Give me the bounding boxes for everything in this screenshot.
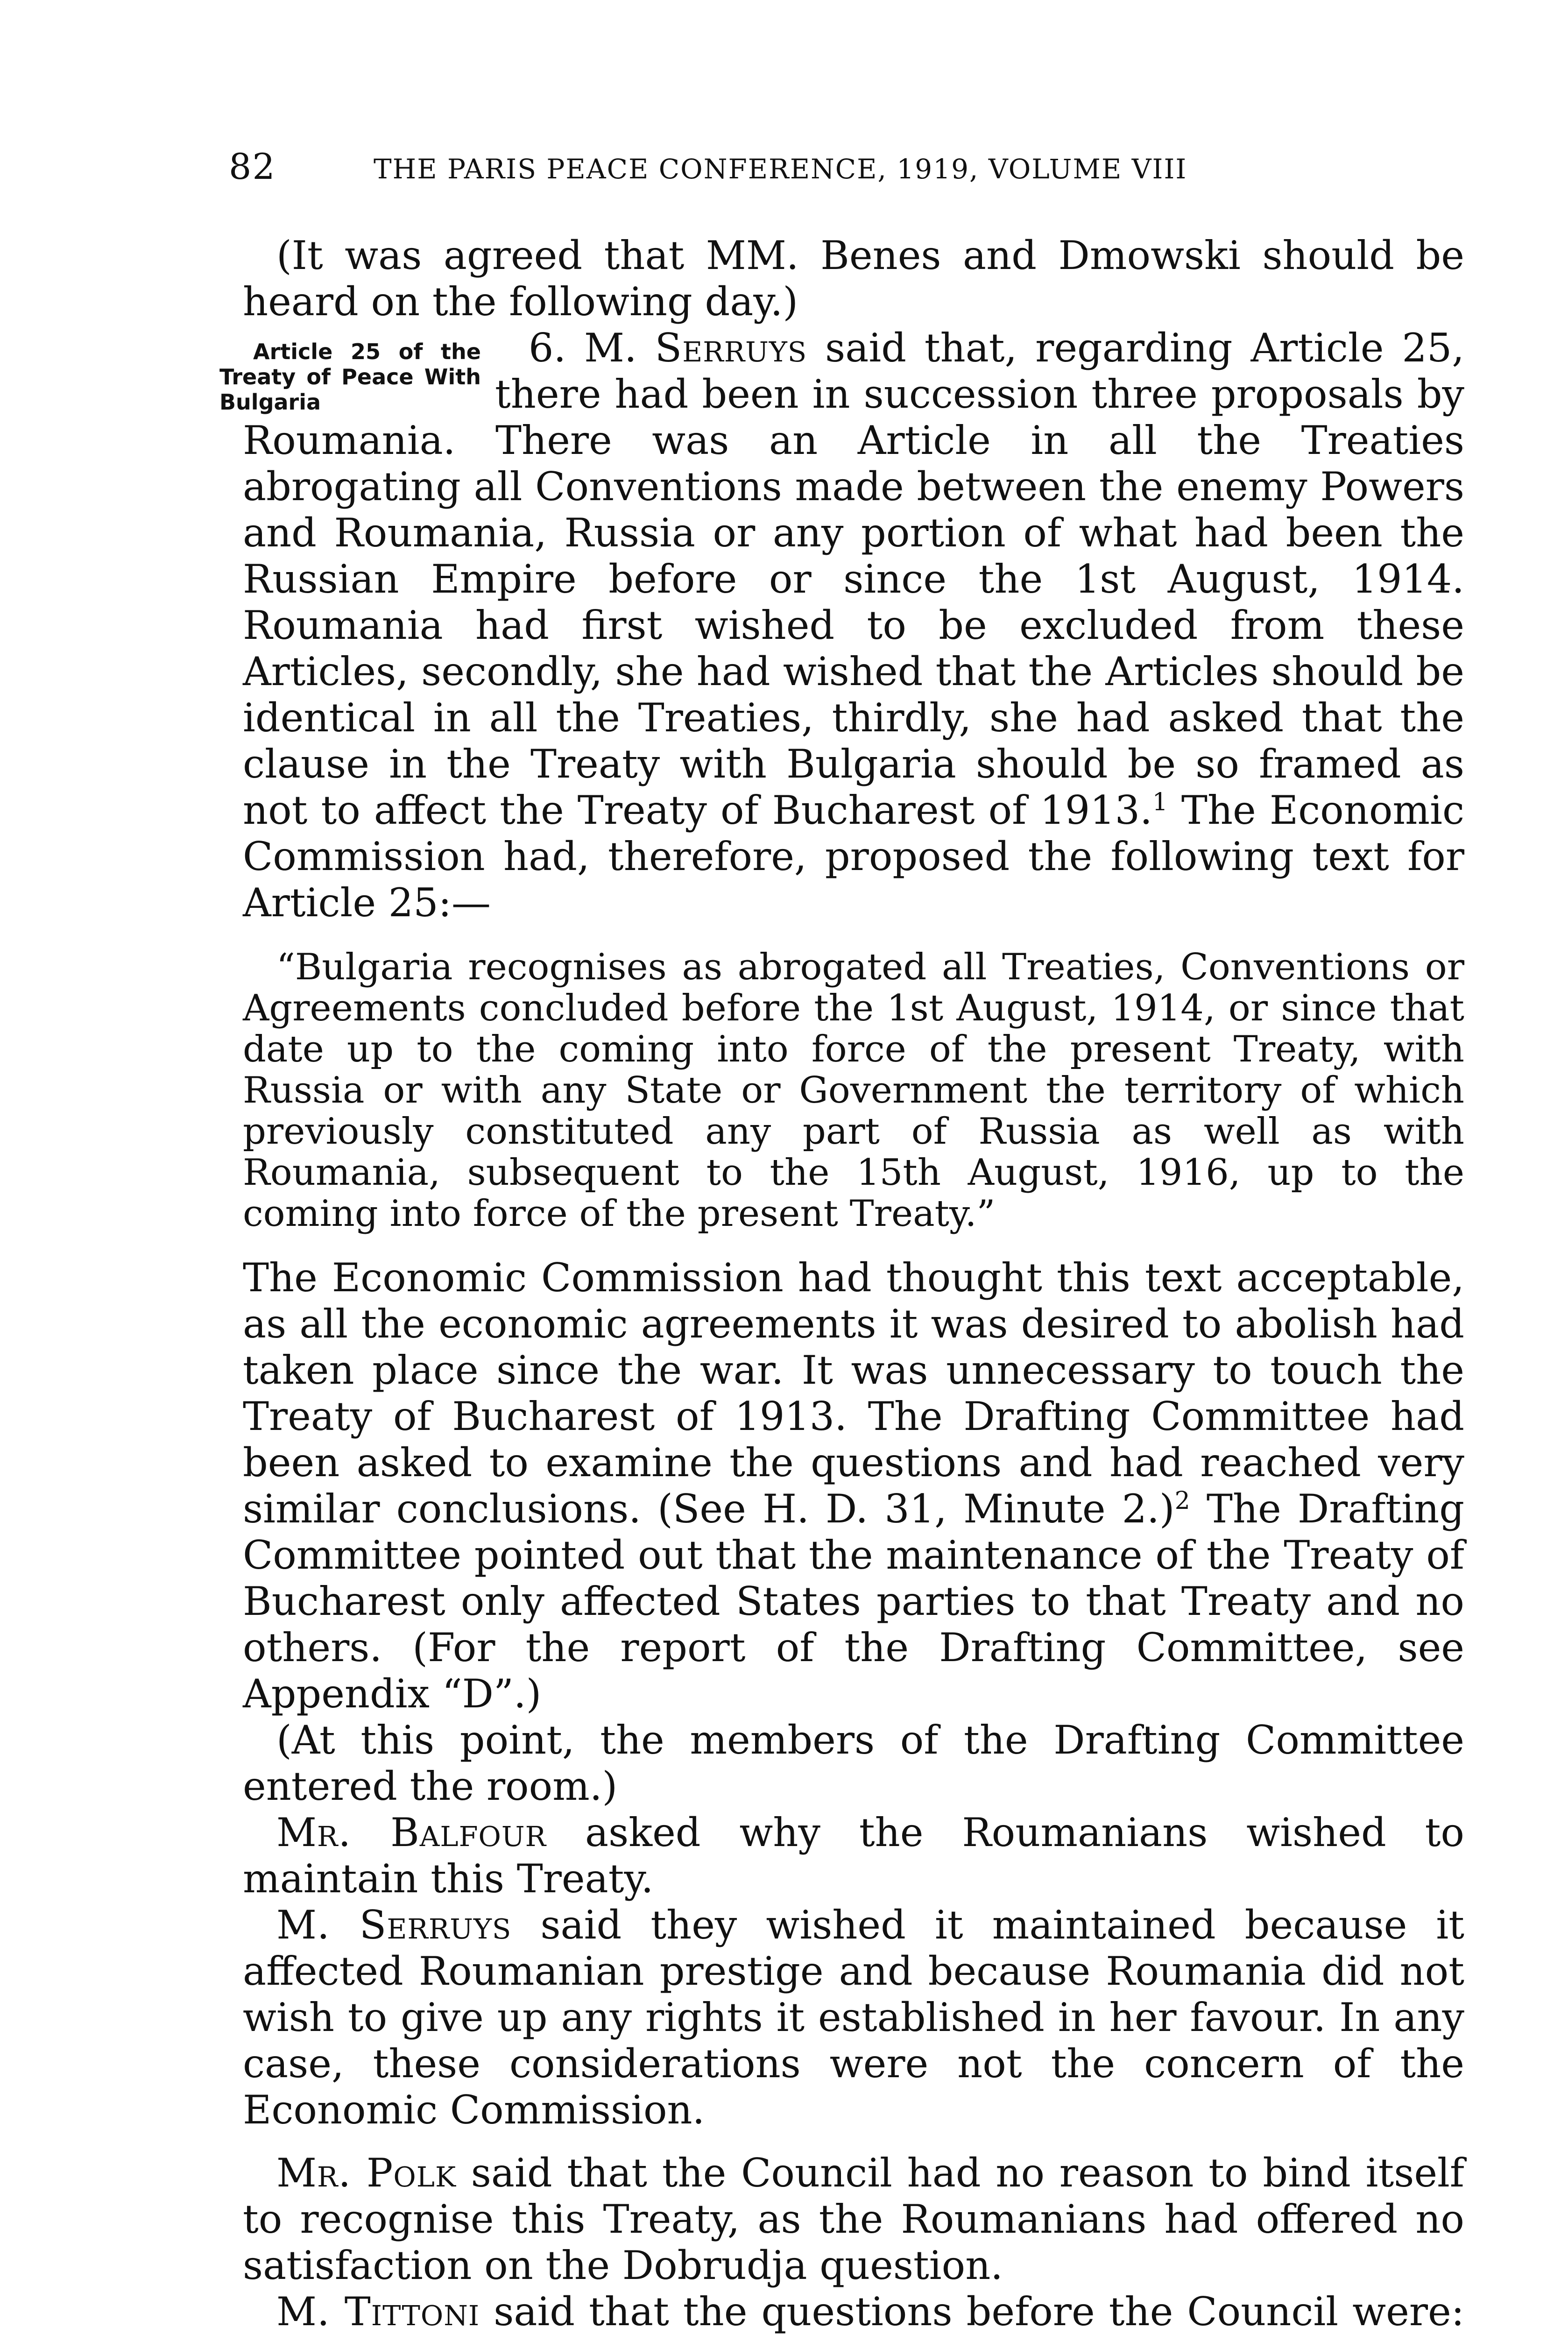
item-number: 6. M. <box>529 325 655 371</box>
paragraph-3 <box>243 1255 1464 1717</box>
paragraph-text: The Drafting Committee pointed out that the maintenance of the Treaty of Bucharest only affected States parties to that Treaty and no others. (For the report of the Drafting Committee, see Appendix “D”.) <box>243 1486 1464 1717</box>
paragraph-text: said that the Council had no reason to bind itself to recognise this Treaty, as the Roumanians had offered no satisfaction on the Dobrudja question. <box>243 2150 1464 2288</box>
paragraph-4: (At this point, the members of the Drafting Committee entered the room.) <box>243 1717 1464 1809</box>
speaker-name: Mr. Polk <box>276 2150 457 2196</box>
page-number: 82 <box>229 146 276 187</box>
footnote-ref: 1 <box>1152 788 1168 816</box>
quoted-article-text: “Bulgaria recognises as abrogated all Treaties, Conventions or Agreements concluded before the 1st August, 1914, or since that date up to the coming into force of the present Treaty, with Russia or with any State or Government the territory of which previously constituted any part of Russia as well as with Roumania, subsequent to the 15th August, 1916, up to the coming into force of the present Treaty.” <box>243 946 1464 1235</box>
paragraph-text: said that the questions before the Council were: <box>494 2289 1464 2335</box>
paragraph-text: asked why the Roumanians wished to maintain this Treaty. <box>243 1810 1465 1902</box>
paragraph-7 <box>243 2150 1464 2289</box>
paragraph-8 <box>243 2289 1464 2335</box>
footnote-ref: 2 <box>1174 1487 1190 1515</box>
paragraph-text: said they wished it maintained because it affected Roumanian prestige and because Roumania did not wish to give up any rights it established in her favour. In any case, these considerations were not the concern of the Economic Commission. <box>243 1902 1464 2133</box>
paragraph-text: The Economic Commission had, therefore, proposed the following text for Article 25:— <box>243 787 1464 926</box>
page-header <box>229 146 1396 197</box>
speaker-name: Serruys <box>655 325 807 371</box>
paragraph-1: (It was agreed that MM. Benes and Dmowski should be heard on the following day.) <box>243 233 1464 325</box>
running-title: THE PARIS PEACE CONFERENCE, 1919, VOLUME VIII <box>374 153 1187 185</box>
paragraph-6 <box>243 1902 1464 2133</box>
margin-note: Article 25 of the Treaty of Peace With Bulgaria <box>219 339 481 415</box>
paragraph-5 <box>243 1810 1464 1902</box>
body-text <box>219 233 1465 2335</box>
speaker-name: M. Tittoni <box>276 2289 480 2335</box>
speaker-name: M. Serruys <box>276 1902 512 1948</box>
speaker-name: Mr. Balfour <box>276 1810 547 1855</box>
paragraph-text: said that, regarding Article 25, there had been in succession three proposals by Roumania. There was an Article in all the Treaties abrogating all Conventions made between the enemy Powers and Roumania, Russia or any portion of what had been the Russian Empire before or since the 1st August, 1914. Roumania had first wished to be excluded from these Articles, secondly, she had wished that the Articles should be identical in all the Treaties, thirdly, she had asked that the clause in the Treaty with Bulgaria should be so framed as not to affect the Treaty of Bucharest of 1913. <box>243 325 1464 833</box>
paragraph-text: The Economic Commission had thought this text acceptable, as all the economic agreements it was desired to abolish had taken place since the war. It was unnecessary to touch the Treaty of Bucharest of 1913. The Drafting Committee had been asked to examine the questions and had reached very similar conclusions. (See H. D. 31, Minute 2.) <box>243 1255 1464 1532</box>
paragraph-2 <box>219 325 1464 926</box>
